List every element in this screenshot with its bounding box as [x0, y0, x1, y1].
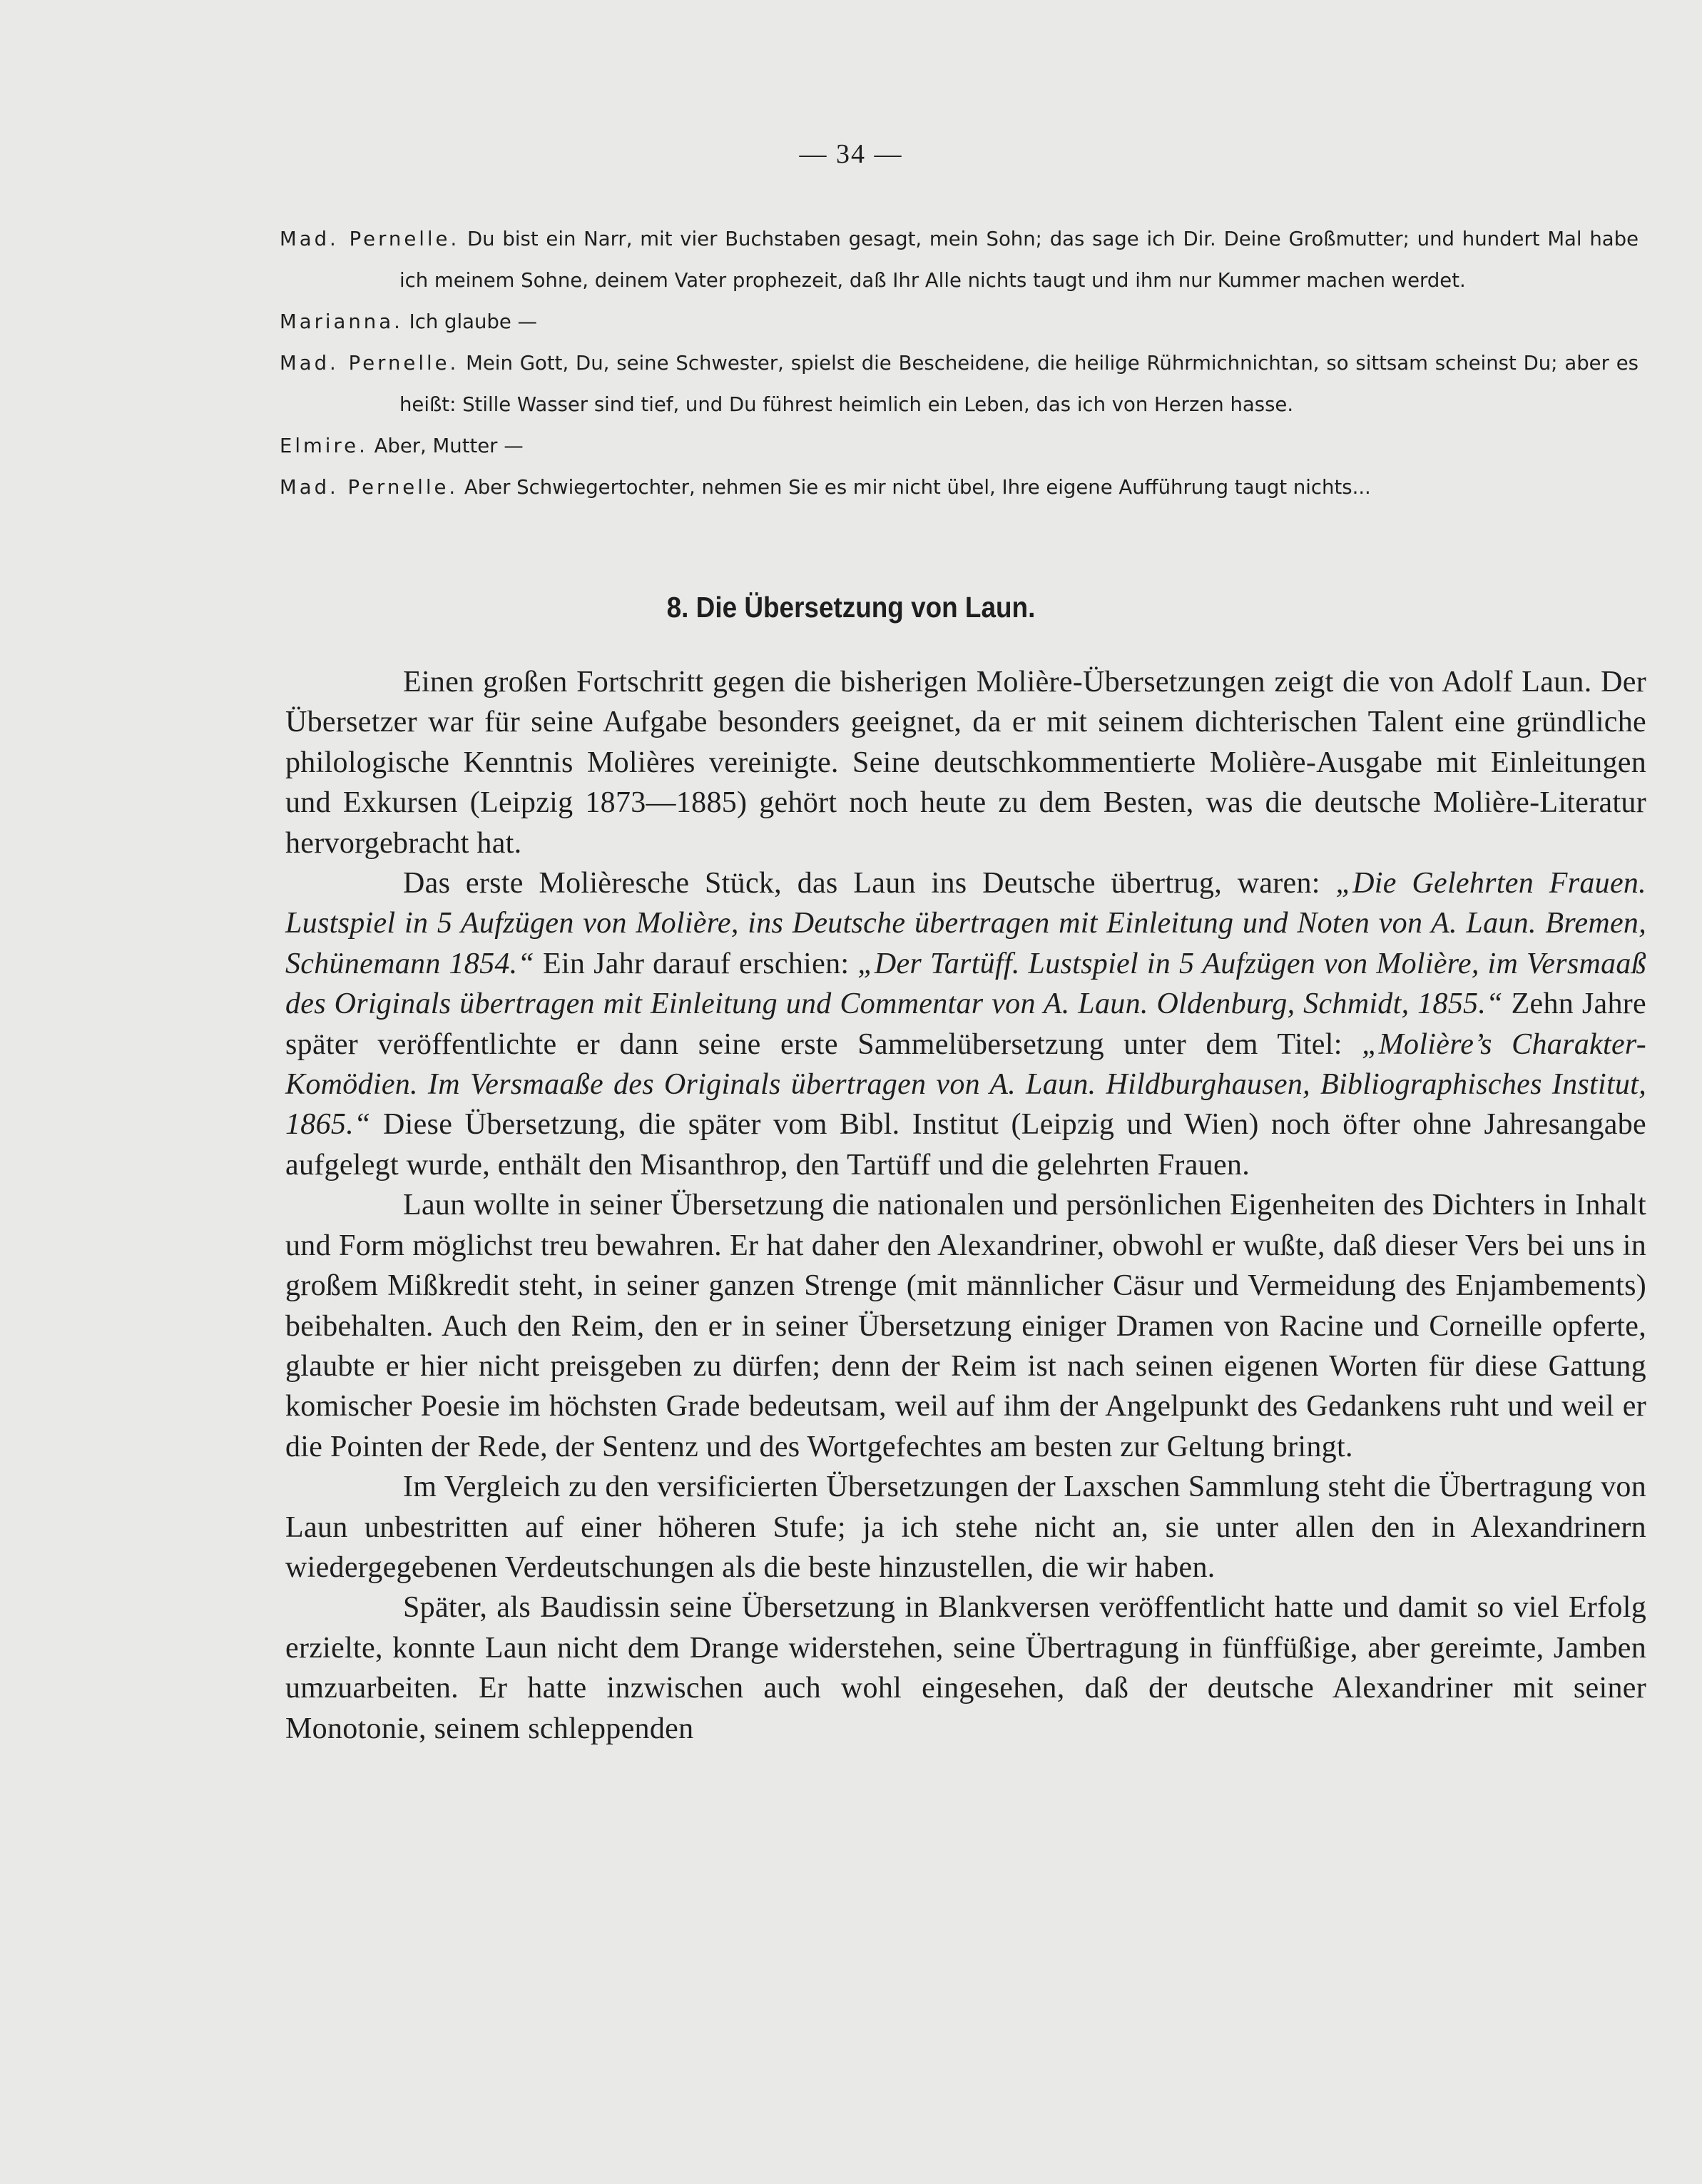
paragraph: Im Vergleich zu den versificierten Übersetzungen der Laxschen Sammlung steht die Übertragung von Laun unbestritten auf einer höheren Stufe; ja ich stehe nicht an, sie unter allen den in Alexandrinern wiedergegebenen Verdeutschungen als die beste hinzustellen, die wir haben. [285, 1471, 1646, 1584]
dialogue-excerpt [280, 218, 1639, 508]
speech-text: Aber, Mutter — [374, 435, 524, 457]
title-citation: „Der Tartüff. Lustspiel in 5 Aufzügen von Molière, im Versmaaß des Originals übertragen mit Einleitung und Commentar von A. Laun. Oldenburg, Schmidt, 1855.“ [285, 947, 1647, 1021]
paragraph-text: Das erste Molièresche Stück, das Laun ins Deutsche übertrug, waren: [403, 867, 1336, 900]
dialogue-line [280, 301, 1639, 342]
section-heading: 8. Die Übersetzung von Laun. [666, 591, 1036, 624]
dialogue-line [280, 425, 1639, 467]
dialogue-line [280, 467, 1639, 508]
paragraph-text: Ein Jahr darauf erschien: [534, 947, 858, 980]
speech-text: Mein Gott, Du, seine Schwester, spielst die Bescheidene, die heilige Rührmichnichtan, so sittsam scheinst Du; aber es heißt: Stille Wasser sind tief, und Du führest heimlich ein Leben, das ich von Herzen hasse. [399, 352, 1639, 416]
speaker-name: Mad. Pernelle. [280, 228, 460, 250]
dialogue-line [280, 342, 1639, 425]
paragraph: Laun wollte in seiner Übersetzung die nationalen und persönlichen Eigenheiten des Dichters in Inhalt und Form möglichst treu bewahren. Er hat daher den Alexandriner, obwohl er wußte, daß dieser Vers bei uns in großem Mißkredit steht, in seiner ganzen Strenge (mit männlicher Cäsur und Vermeidung des Enjambements) beibehalten. Auch den Reim, den er in seiner Übersetzung einiger Dramen von Racine und Corneille opferte, glaubte er hier nicht preisgeben zu dürfen; denn der Reim ist nach seinen eigenen Worten für diese Gattung komischer Poesie im höchsten Grade bedeutsam, weil auf ihm der Angelpunkt des Gedankens ruht und weil er die Pointen der Rede, der Sentenz und des Wortgefechtes am besten zur Geltung bringt. [285, 1189, 1646, 1463]
speech-text: Aber Schwiegertochter, nehmen Sie es mir nicht übel, Ihre eigene Aufführung taugt nichts... [464, 476, 1371, 499]
dialogue-line [280, 218, 1639, 301]
speech-text: Ich glaube — [409, 310, 537, 333]
paragraph-text: Zehn Jahre später veröffentlichte er dann seine erste Sammelübersetzung unter dem Titel: [285, 987, 1646, 1061]
page-number: — 34 — [799, 139, 903, 169]
speaker-name: Elmire. [280, 435, 368, 457]
paragraph: Einen großen Fortschritt gegen die bisherigen Molière-Übersetzungen zeigt die von Adolf Laun. Der Übersetzer war für seine Aufgabe besonders geeignet, da er mit seinem dichterischen Talent eine gründliche philologische Kenntnis Molières vereinigte. Seine deutschkommentierte Molière-Ausgabe mit Einleitungen und Exkursen (Leipzig 1873—1885) gehört noch heute zu dem Besten, was die deutsche Molière-Literatur hervorgebracht hat. [285, 666, 1646, 860]
speaker-name: Mad. Pernelle. [280, 476, 459, 499]
paragraph-text: Diese Übersetzung, die später vom Bibl. Institut (Leipzig und Wien) noch öfter ohne Jahresangabe aufgelegt wurde, enthält den Misanthrop, den Tartüff und die gelehrten Frauen. [285, 1108, 1646, 1182]
title-citation: „Die Gelehrten Frauen. Lustspiel in 5 Aufzügen von Molière, ins Deutsche übertragen mit Einleitung und Noten von A. Laun. Bremen, Schünemann 1854.“ [285, 867, 1646, 980]
paragraph [285, 863, 1646, 1185]
body-text [285, 662, 1646, 1749]
speech-text: Du bist ein Narr, mit vier Buchstaben gesagt, mein Sohn; das sage ich Dir. Deine Großmutter; und hundert Mal habe ich meinem Sohne, deinem Vater prophezeit, daß Ihr Alle nichts taugt und ihm nur Kummer machen werdet. [399, 228, 1639, 292]
speaker-name: Marianna. [280, 310, 403, 333]
speaker-name: Mad. Pernelle. [280, 352, 459, 375]
title-citation: „Molière’s Charakter-Komödien. Im Versmaaße des Originals übertragen von A. Laun. Hildburghausen, Bibliographisches Institut, 1865.“ [285, 1027, 1646, 1142]
paragraph: Später, als Baudissin seine Übersetzung in Blankversen veröffentlicht hatte und damit so viel Erfolg erzielte, konnte Laun nicht dem Drange widerstehen, seine Übertragung in fünffüßige, aber gereimte, Jamben umzuarbeiten. Er hatte inzwischen auch wohl eingesehen, daß der deutsche Alexandriner mit seiner Monotonie, seinem schleppenden [285, 1591, 1646, 1745]
